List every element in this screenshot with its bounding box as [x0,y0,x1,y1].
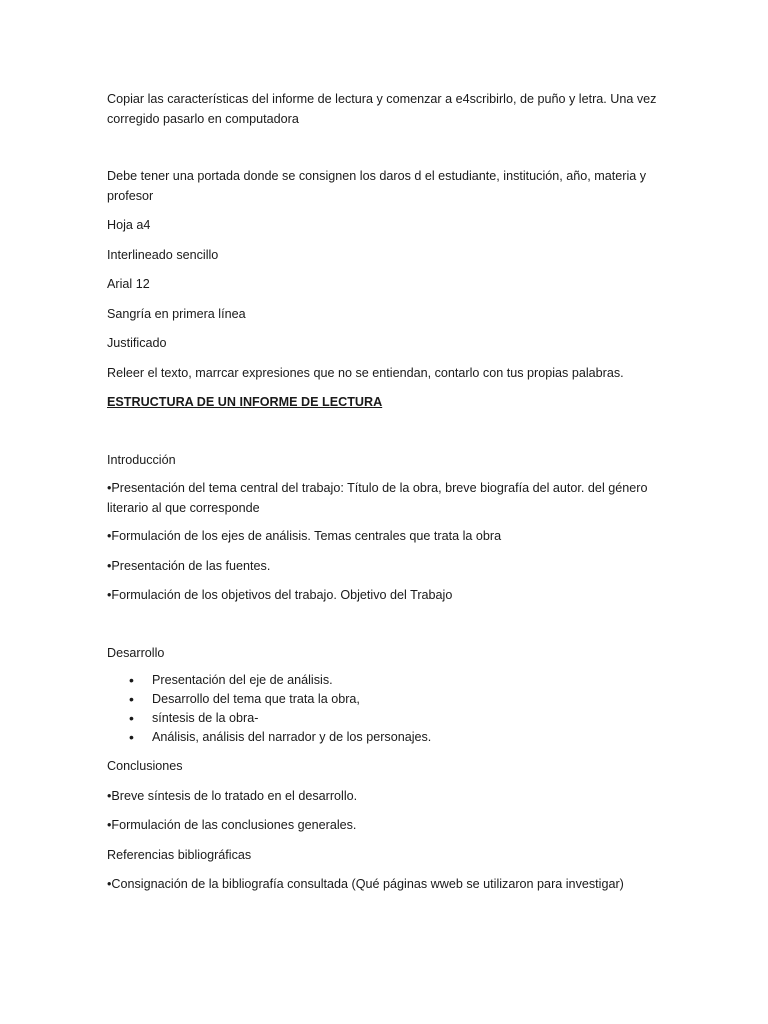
introduccion-point: •Formulación de los ejes de análisis. Temas centrales que trata la obra [107,529,502,543]
requirement-interlineado: Interlineado sencillo [107,247,219,262]
list-item [107,671,667,690]
conclusiones-heading: Conclusiones [107,759,183,773]
referencias-point: •Consignación de la bibliografía consultada (Qué páginas wweb se utilizaron para investigar) [107,877,624,891]
introduccion-heading: Introducción [107,452,176,467]
requirement-hoja: Hoja a4 [107,218,151,232]
introduccion-point: •Presentación de las fuentes. [107,558,271,573]
bullet-icon: • [129,729,134,745]
requirement-fuente: Arial 12 [107,277,150,291]
bullet-icon: • [129,710,134,726]
introduccion-point: •Presentación del tema central del trabajo: Título de la obra, breve biografía del autor. del género literario al que corresponde [107,481,648,515]
requirement-justificado: Justificado [107,336,167,350]
list-item-text: Presentación del eje de análisis. [152,673,333,687]
document-page [107,90,667,895]
structure-title: ESTRUCTURA DE UN INFORME DE LECTURA [107,395,383,409]
list-item [107,709,667,728]
desarrollo-heading: Desarrollo [107,645,165,660]
bullet-icon: • [129,691,134,707]
instruction-paragraph: Copiar las características del informe de lectura y comenzar a e4scribirlo, de puño y letra. Una vez corregido pasarlo en computadora [107,92,657,126]
portada-paragraph: Debe tener una portada donde se consignen los daros d el estudiante, institución, año, materia y profesor [107,169,647,203]
conclusiones-point: •Formulación de las conclusiones generales. [107,818,357,832]
list-item [107,690,667,709]
referencias-heading: Referencias bibliográficas [107,847,252,862]
desarrollo-list [107,671,667,747]
requirement-sangria: Sangría en primera línea [107,306,246,321]
list-item-text: Desarrollo del tema que trata la obra, [152,692,360,706]
list-item-text: Análisis, análisis del narrador y de los personajes. [152,730,432,744]
list-item-text: síntesis de la obra- [152,711,259,725]
introduccion-point: •Formulación de los objetivos del trabajo. Objetivo del Trabajo [107,588,453,602]
conclusiones-point: •Breve síntesis de lo tratado en el desarrollo. [107,788,358,803]
bullet-icon: • [129,672,134,688]
list-item [107,728,667,747]
requirement-releer: Releer el texto, marrcar expresiones que no se entiendan, contarlo con tus propias palabras. [107,365,624,380]
